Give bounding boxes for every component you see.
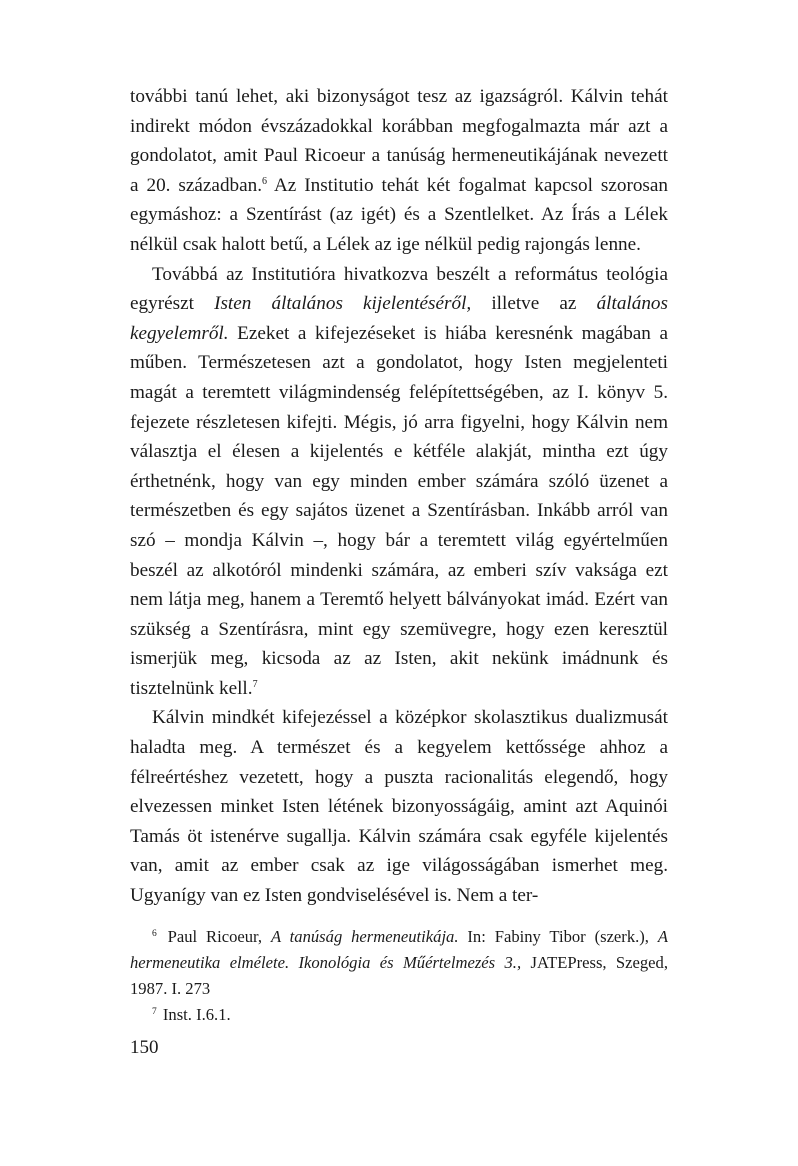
paragraph	[130, 82, 668, 260]
page-number: 150	[130, 1037, 159, 1058]
text-segment: további tanú lehet, aki bizonyságot tesz az igazságról. Kálvin tehát indirekt módon évszázadokkal korábban megfogalmazta már azt a gondolatot, amit Paul Ricoeur a tanúság hermeneutikájának nevezett a 20. században.	[130, 86, 668, 196]
footnote-ref[interactable]: 6	[262, 175, 268, 187]
text-segment: Továbbá az Institutióra hivatkozva beszélt a református teológia egyrészt	[130, 263, 668, 315]
text-segment: Az Institutio tehát két fogalmat kapcsol szorosan egymáshoz: a Szentírást (az igét) és a Szentlelket. Az Írás a Lélek nélkül csak halott betű, a Lélek az ige nélkül pedig rajongás lenne.	[130, 174, 668, 255]
footnote	[130, 1002, 668, 1028]
text-segment: Kálvin mindkét kifejezéssel a középkor skolasztikus dualizmusát haladta meg. A természet és a kegyelem kettőssége ahhoz a félreértéshez vezetett, hogy a puszta racionalitás elegendő, hogy elvezessen minket Isten létének bizonyosságáig, amint azt Aquinói Tamás öt istenérve sugallja. Kálvin számára csak egyféle kijelentés van, amit az ember csak az ige világosságában ismerhet meg. Ugyanígy van ez Isten gondviselésével is. Nem a ter-	[130, 707, 668, 907]
text-segment: illetve az	[471, 293, 597, 315]
footnote-title: A tanúság hermeneutikája.	[270, 927, 459, 946]
footnotes	[130, 924, 668, 1028]
footnote-text: In: Fabiny Tibor (szerk.),	[458, 927, 658, 946]
paragraph	[130, 260, 668, 704]
footnote-number: 6	[152, 929, 157, 939]
main-text	[130, 82, 668, 911]
footnote-text: Inst. I.6.1.	[158, 1005, 231, 1024]
text-segment: Ezeket a kifejezéseket is hiába keresnénk magában a műben. Természetesen azt a gondolatot, hogy Isten megjelenteti magát a teremtett világmindenség felépítettségében, az I. könyv 5. fejezete részletesen kifejti. Mégis, jó arra figyelni, hogy Kálvin nem választja el élesen a kijelentés e kétféle alakját, mintha ezt úgy érthetnénk, hogy van egy minden ember számára szóló üzenet a természetben és egy sajátos üzenet a Szentírásban. Inkább arról van szó – mondja Kálvin –, hogy bár a teremtett világ egyértelműen beszél az alkotóról mindenki számára, az emberi szív vaksága ezt nem látja meg, hanem a Teremtő helyett bálványokat imád. Ezért van szükség a Szentírásra, mint egy szemüvegre, hogy ezen keresztül ismerjük meg, kicsoda az az Isten, akit nekünk imádnunk és tisztelnünk kell.	[130, 322, 668, 699]
footnote-number: 7	[152, 1007, 157, 1017]
footnote-text: Paul Ricoeur,	[158, 927, 271, 946]
italic-term: Isten általános kijelentéséről,	[214, 293, 472, 315]
italic-term: általános kegyelemről.	[130, 293, 668, 344]
paragraph	[130, 703, 668, 910]
footnote-title: A hermeneutika elmélete. Ikonológia és Műértelmezés 3.,	[130, 927, 668, 972]
footnote	[130, 924, 668, 1002]
footnote-text: JATEPress, Szeged, 1987. I. 273	[130, 953, 668, 998]
footnote-ref[interactable]: 7	[252, 678, 258, 690]
